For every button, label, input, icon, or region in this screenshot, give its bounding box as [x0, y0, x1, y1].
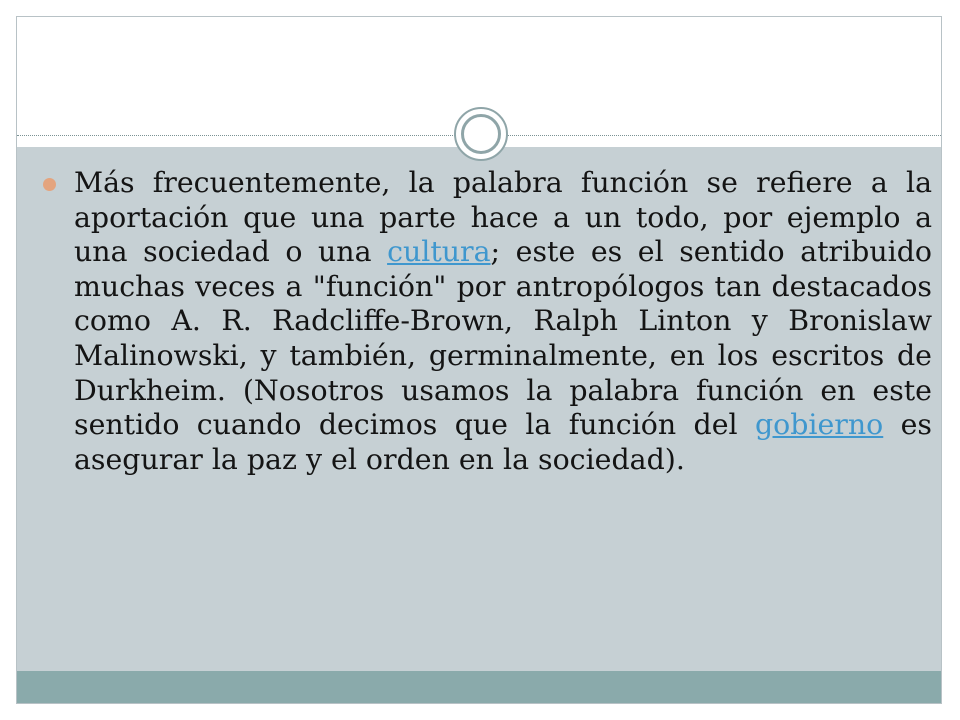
bottom-band	[17, 671, 941, 704]
slide-frame	[16, 16, 942, 704]
paragraph-text-end: es asegurar la paz y el orden en la sociedad).	[74, 408, 932, 476]
body-paragraph	[74, 166, 932, 477]
link-gobierno[interactable]: gobierno	[754, 408, 884, 442]
circle-ornament-icon	[454, 107, 508, 161]
link-cultura[interactable]: cultura	[387, 235, 491, 269]
bullet-icon	[43, 178, 56, 191]
paragraph-text-middle: ; este es el sentido atribuido muchas veces a "función" por antropólogos tan destacados como A. R. Radcliffe-Brown, Ralph Linton y Bronislaw Malinowski, y también, germinalmente, en los escritos de Durkheim. (Nosotros usamos la palabra función en este sentido cuando decimos que la función del	[74, 235, 932, 442]
paragraph-text-start: Más frecuentemente, la palabra función se refiere a la aportación que una parte hace a un todo, por ejemplo a una sociedad o una	[74, 166, 932, 269]
